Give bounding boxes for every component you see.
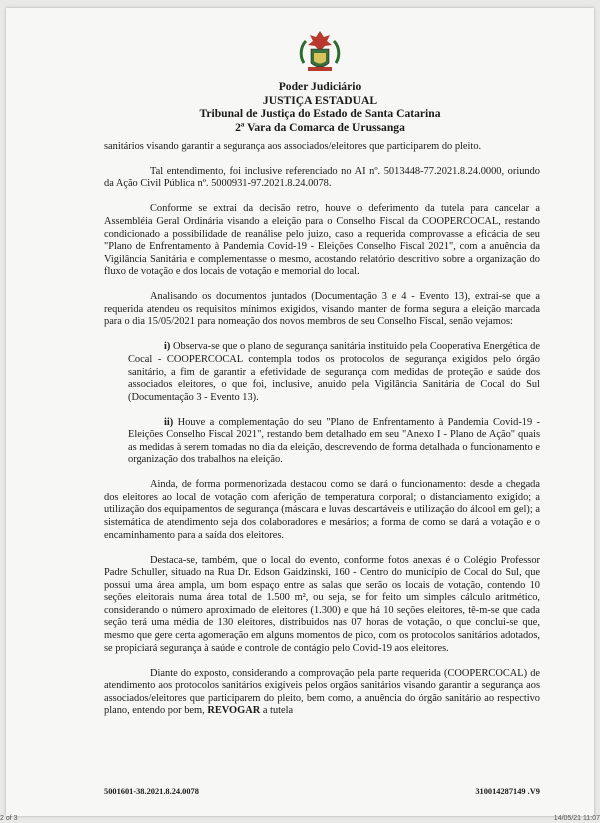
process-number: 5001601-38.2021.8.24.0078 [104,787,199,796]
quote-text-ii: Houve a complementação do seu "Plano de Enfrentamento à Pandemia Covid-19 - Eleições Conselho Fiscal 2021", restando bem detalhado em seu "Anexo I - Plano de Ação" quais as medidas à serem tomadas no dia da eleição, descrevendo de forma detalhada o funcionamento e organização dos trabalhos na eleição. [128,416,540,466]
paragraph-decisao: Conforme se extrai da decisão retro, houve o deferimento da tutela para cancelar a Assembléia Geral Ordinária visando a eleição para o Conselho Fiscal da COOPERCOCAL, restando condicionado a possibilidade de reanálise pelo juizo, caso a requerida comprovasse a eficácia de seu "Plano de Enfrentamento à Pandemia Covid-19 - Eleições Conselho Fiscal 2021", com a anuência da Vigilância Sanitária e complementasse o mesmo, acostando relatório descritivo sobre a organização do fluxo de votação e dos locais de votação e memorial do local. [104,203,540,278]
paragraph-entendimento: Tal entendimento, foi inclusive referenciado no AI nº. 5013448-77.2021.8.24.0000, oriundo da Ação Civil Pública nº. 5000931-97.2021.8.24.0078. [104,165,540,190]
conclusao-end: a tutela [262,705,294,717]
header-tribunal: Tribunal de Justiça do Estado de Santa Catarina [199,107,441,120]
header-poder-judiciario: Poder Judiciário [278,80,362,93]
coat-of-arms-icon [296,27,344,77]
quote-item-i [128,341,540,404]
quote-item-ii [128,417,540,467]
quote-label-i: i) [164,341,171,353]
paragraph-local: Destaca-se, também, que o local do evento, conforme fotos anexas é o Colégio Professor Padre Schuller, situado na Rua Dr. Edson Gaidzinski, 160 - Centro do município de Cocal do Sul, que possui uma área ampla, um bom espaço entre as salas que serão os locais de votação, contendo 10 seções eleitorais numa área total de 1.500 m², ou seja, se for feito um simples cálculo aritmético, considerando o número aproximado de eleitores (1.300) e que há 10 seções eleitores, tê-m-se que cada seção terá uma média de 130 eleitores, distribuidos nas 07 horas de votação, o que conclui-se que, mesmo que gere certa agomeração em alguns momentos de pico, com os protocolos sanitários adotados, se propiciará segurança à saúde e controle de contágio pelo Covid-19 aos eleitores. [104,554,540,654]
paragraph-funcionamento: Ainda, de forma pormenorizada destacou como se dará o funcionamento: desde a chegada dos eleitores ao local de votação com aferição de temperatura corporal; o distanciamento exigido; a utilização dos equipamentos de segurança (máscara e luvas descartáveis e utilização do álcool em gel); a sistemática de atendimento seja dos colaboradores e mesários; a forma de como se dará a votação e o encaminhamento para a saída dos eleitores. [104,479,540,541]
revogar-bold: REVOGAR [207,705,261,717]
quote-text-i: Observa-se que o plano de segurança sanitária instituido pela Cooperativa Energética de Cocal - COOPERCOCAL contempla todos os protocolos de segurança exigidos pelo órgão sanitário, a fim de garantir a efetividade de segurança com medidas de proteção e saúde dos associados eleitores, o que foi, inclusive, anuido pela Vigilância Sanitária de Cocal do Sul (Documentação 3 - Evento 13). [128,341,540,403]
page-counter: 2 of 3 [0,815,18,822]
quote-label-ii: ii) [164,416,174,428]
document-body [104,141,540,730]
conclusao-text: Diante do exposto, considerando a comprovação pela parte requerida (COOPERCOCAL) de atendimento aos protocolos sanitários exigíveis pelos orgãos sanitários visando garantir a segurança aos associados/eleitores que participarem do pleito, bem como, a anuência do órgão sanitário ao respectivo plano, entendo por bem, [104,667,540,717]
document-header [0,80,600,134]
print-timestamp: 14/05/21 11:07 [553,815,600,822]
paragraph-analise: Analisando os documentos juntados (Documentação 3 e 4 - Evento 13), extrai-se que a requerida atendeu os requisitos mínimos exigidos, visando manter de forma segura a eleição marcada para o dia 15/05/2021 para nomeação dos novos membros de seu Conselho Fiscal, senão vejamos: [104,291,540,328]
document-code: 310014287149 .V9 [475,787,540,796]
header-vara: 2ª Vara da Comarca de Urussanga [235,120,405,134]
paragraph-continuation: sanitários visando garantir a segurança aos associados/eleitores que participarem do pleito. [104,141,482,152]
paragraph-conclusao [104,668,540,718]
header-justica-estadual: JUSTIÇA ESTADUAL [262,93,378,107]
document-footer [104,787,540,796]
